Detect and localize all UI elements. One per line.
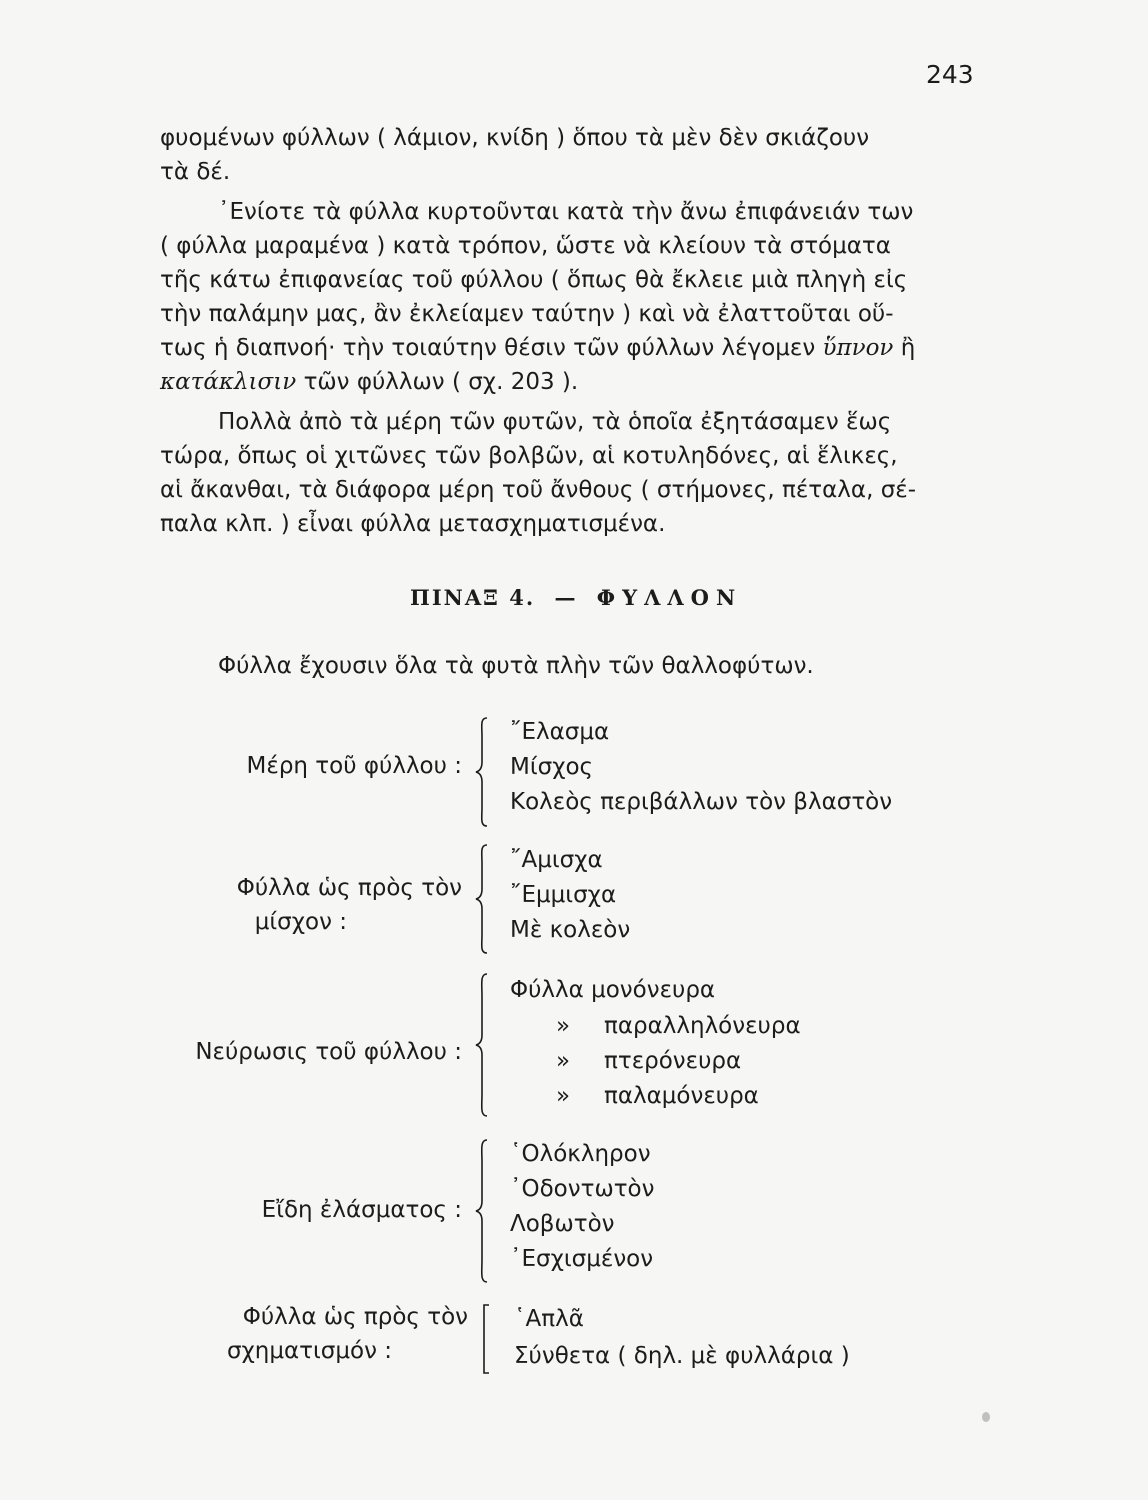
list-item: Μὲ κολεὸν: [510, 917, 631, 943]
table-label: ΠΙΝΑΞ 4.: [410, 585, 536, 610]
text-fragment: ἢ: [900, 335, 916, 361]
group-label-petiole: Φύλλα ὡς πρὸς τὸν: [236, 875, 462, 901]
list-item: Φύλλα μονόνευρα: [510, 977, 716, 1003]
ditto-mark: »: [556, 1048, 571, 1074]
ink-smudge: [982, 1412, 990, 1422]
list-item: Λοβωτὸν: [510, 1211, 615, 1237]
list-item: ῎Αμισχα: [510, 847, 603, 873]
text-line: τώρα, ὅπως οἱ χιτῶνες τῶν βολβῶν, αἱ κοτυληδόνες, αἱ ἕλικες,: [160, 443, 898, 469]
list-item: ᾿Εσχισμένον: [510, 1246, 654, 1272]
group-label-blade-types: Εἴδη ἐλάσματος :: [261, 1197, 462, 1223]
list-item: Κολεὸς περιβάλλων τὸν βλαστὸν: [510, 789, 893, 815]
italic-term: ὕπνον: [822, 335, 894, 361]
table-heading: [410, 585, 742, 610]
square-bracket: [480, 1303, 492, 1375]
curly-brace: [474, 716, 490, 828]
text-line: τὴν παλάμην μας, ἂν ἐκλείαμεν ταύτην ) καὶ νὰ ἐλαττοῦται οὕ-: [160, 301, 894, 327]
list-item: Σύνθετα ( δηλ. μὲ φυλλάρια ): [514, 1343, 850, 1369]
list-item: ῎Ελασμα: [510, 719, 610, 745]
text-line: φυομένων φύλλων ( λάμιον, κνίδη ) ὅπου τὰ μὲν δὲν σκιάζουν: [160, 125, 870, 151]
text-line: τῆς κάτω ἐπιφανείας τοῦ φύλλου ( ὅπως θὰ ἔκλειε μιὰ πληγὴ εἰς: [160, 267, 908, 293]
list-item: ᾿Οδοντωτὸν: [510, 1176, 655, 1202]
group-label-venation: Νεύρωσις τοῦ φύλλου :: [195, 1039, 462, 1065]
curly-brace: [474, 972, 490, 1118]
list-item: ῎Εμμισχα: [510, 882, 617, 908]
ditto-mark: »: [556, 1083, 571, 1109]
italic-term: κατάκλισιν: [160, 369, 297, 395]
text-line: αἱ ἄκανθαι, τὰ διάφορα μέρη τοῦ ἄνθους ( στήμονες, πέταλα, σέ-: [160, 477, 917, 503]
text-fragment: τῶν φύλλων ( σχ. 203 ).: [303, 369, 579, 395]
group-label-structure: Φύλλα ὡς πρὸς τὸν: [242, 1304, 468, 1330]
text-line: Πολλὰ ἀπὸ τὰ μέρη τῶν φυτῶν, τὰ ὁποῖα ἐξητάσαμεν ἕως: [218, 409, 892, 435]
table-title: ΦΥΛΛΟΝ: [596, 585, 743, 610]
list-item: ῾Απλᾶ: [514, 1306, 584, 1332]
curly-brace: [474, 843, 490, 955]
group-label-petiole-cont: μίσχον :: [254, 909, 347, 935]
list-item: Μίσχος: [510, 754, 594, 780]
text-line: ( φύλλα μαραμένα ) κατὰ τρόπον, ὥστε νὰ κλείουν τὰ στόματα: [160, 233, 891, 259]
ditto-mark: »: [556, 1013, 571, 1039]
text-line: τὰ δέ.: [160, 159, 231, 185]
list-item: ῾Ολόκληρον: [510, 1141, 651, 1167]
text-fragment: τως ἡ διαπνοή· τὴν τοιαύτην θέσιν τῶν φύλλων λέγομεν: [160, 335, 816, 361]
text-line: ᾿Ενίοτε τὰ φύλλα κυρτοῦνται κατὰ τὴν ἄνω ἐπιφάνειάν των: [218, 199, 914, 225]
group-label-parts: Μέρη τοῦ φύλλου :: [246, 753, 462, 779]
page-number: 243: [926, 60, 974, 89]
curly-brace: [474, 1138, 490, 1284]
text-line: παλα κλπ. ) εἶναι φύλλα μετασχηματισμένα.: [160, 511, 666, 537]
text-line: [160, 368, 578, 396]
text-line: [160, 334, 915, 362]
intro-line: Φύλλα ἔχουσιν ὅλα τὰ φυτὰ πλὴν τῶν θαλλοφύτων.: [218, 653, 814, 679]
group-label-structure-cont: σχηματισμόν :: [226, 1338, 392, 1364]
list-item: [556, 1082, 759, 1110]
list-item: [556, 1012, 801, 1040]
heading-dash: —: [554, 585, 578, 610]
list-item: [556, 1047, 741, 1075]
item-text: παραλληλόνευρα: [604, 1013, 801, 1039]
item-text: πτερόνευρα: [604, 1048, 742, 1074]
item-text: παλαμόνευρα: [604, 1083, 759, 1109]
